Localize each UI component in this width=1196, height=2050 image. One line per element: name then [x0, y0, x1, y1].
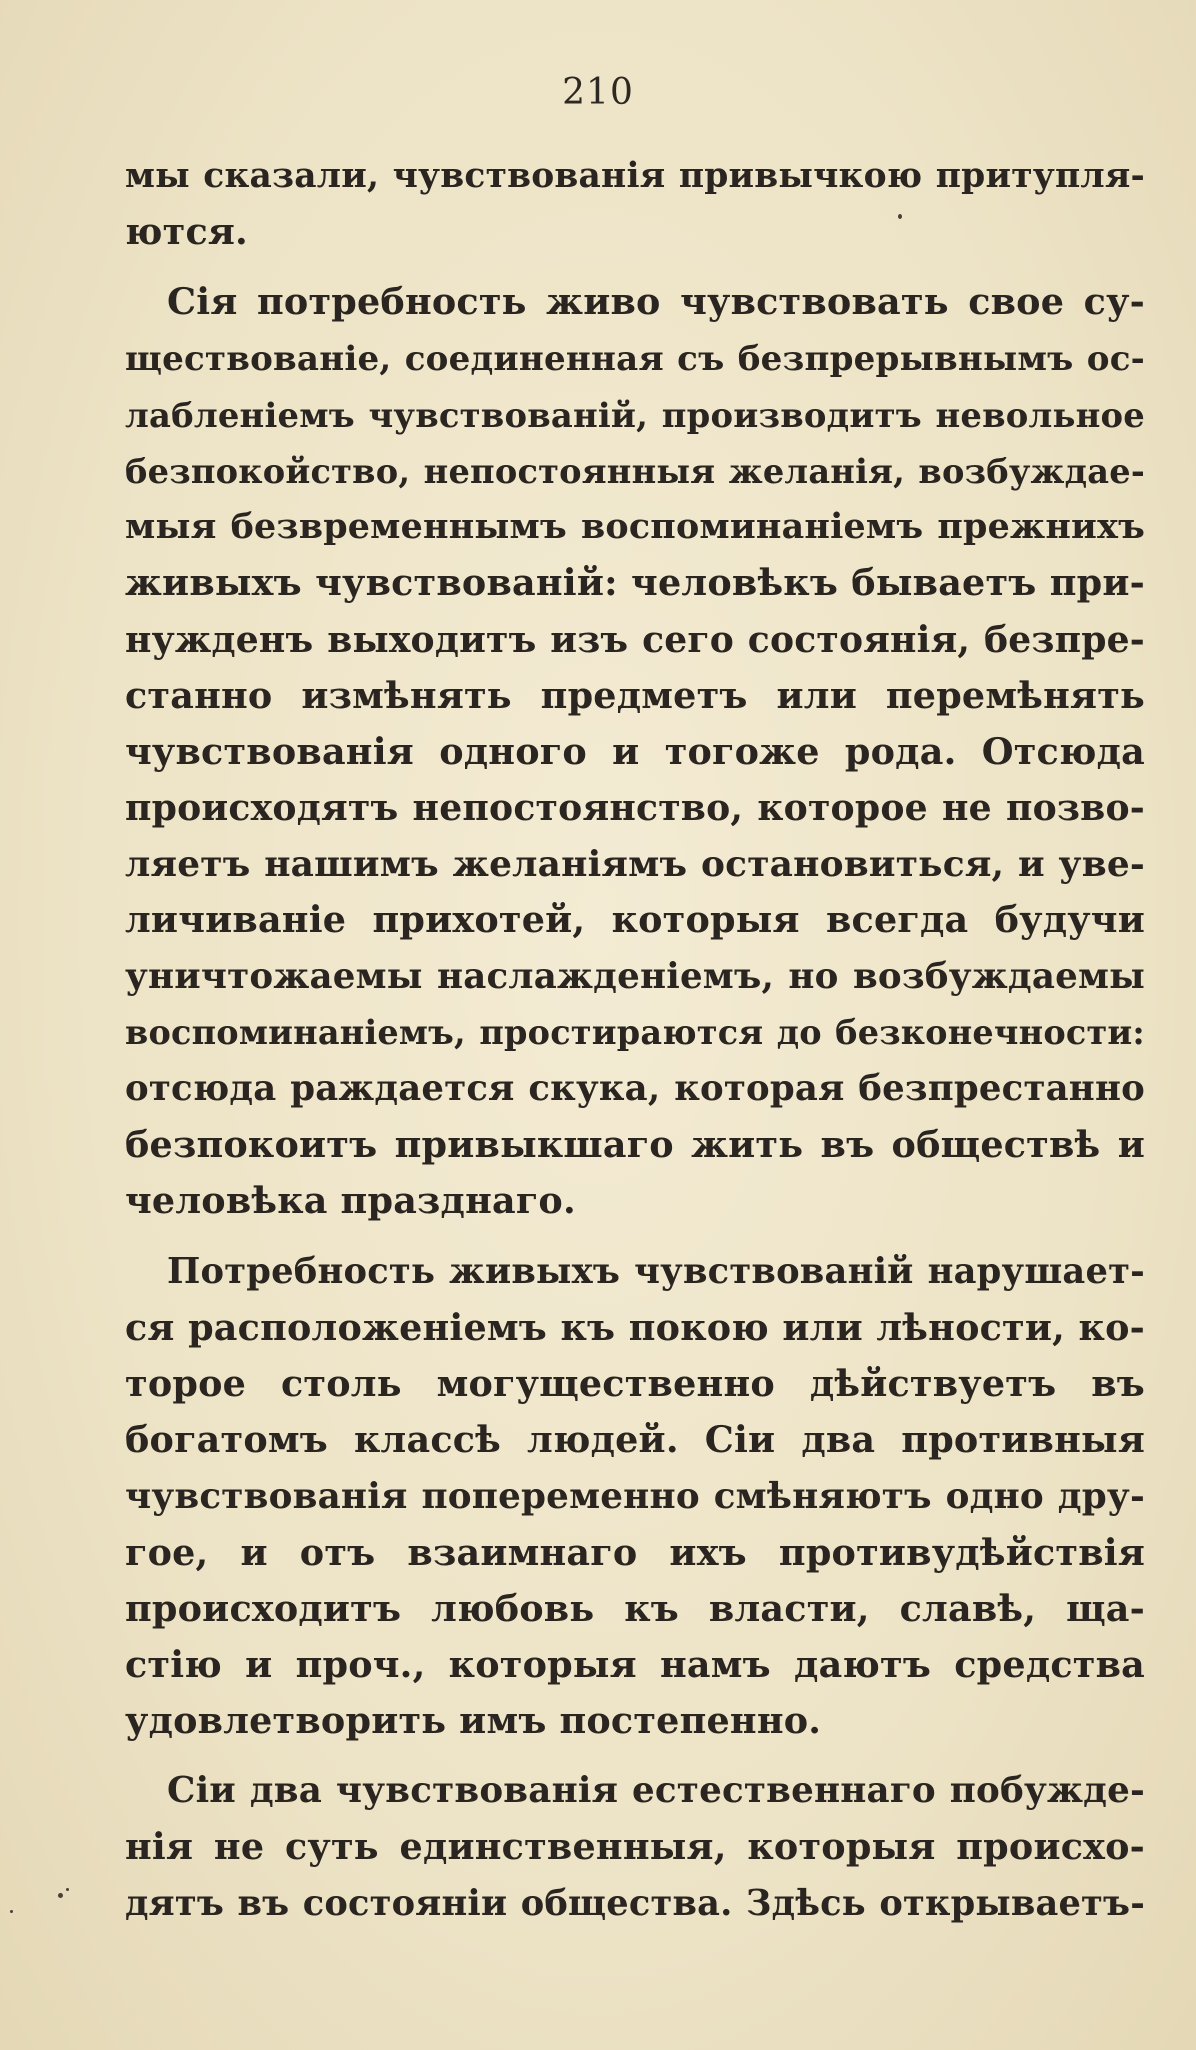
paper-speck [58, 1893, 63, 1898]
text-line: Сіи два чувствованія естественнаго побужде- [167, 1770, 1145, 1812]
text-line: ются. [125, 210, 248, 254]
text-line: личиваніе прихотей, которыя всегда будучи [125, 898, 1145, 942]
paragraph [125, 1244, 1145, 1750]
text-line: чувствованія попеременно смѣняютъ одно дру- [125, 1475, 1145, 1518]
text-line: мыя безвременнымъ воспоминаніемъ прежнихъ [125, 506, 1145, 548]
text-line: лабленіемъ чувствованій, производитъ невольное [125, 394, 1145, 435]
paragraph [125, 274, 1145, 1229]
paper-speck [66, 1888, 69, 1891]
text-line: дятъ въ состояніи общества. Здѣсь открываетъ- [125, 1882, 1145, 1924]
text-line: богатомъ классѣ людей. Сіи два противныя [125, 1418, 1145, 1462]
text-line: безпокойство, непостоянныя желанія, возбуждае- [125, 450, 1145, 491]
text-line: человѣка празднаго. [125, 1179, 576, 1223]
text-line: живыхъ чувствованій: человѣкъ бываетъ при- [125, 561, 1145, 605]
text-line: происходятъ непостоянство, которое не позво- [125, 786, 1145, 830]
text-line: ществованіе, соединенная съ безпрерывнымъ ос- [125, 338, 1145, 379]
text-line: гое, и отъ взаимнаго ихъ противудѣйствія [125, 1530, 1145, 1574]
paragraph [125, 148, 1145, 260]
page-text [125, 148, 1145, 1932]
text-line: нужденъ выходитъ изъ сего состоянія, безпре- [125, 617, 1145, 661]
paper-speck [898, 214, 902, 219]
text-line: воспоминаніемъ, простираются до безконечности: [125, 1012, 1145, 1052]
page-number: 210 [562, 72, 634, 113]
text-line: Потребность живыхъ чувствованій нарушает- [167, 1250, 1145, 1292]
text-line: нія не суть единственныя, которыя происхо- [125, 1825, 1145, 1869]
text-line: стію и проч., которыя намъ даютъ средства [125, 1642, 1145, 1686]
text-line: уничтожаемы наслажденіемъ, но возбуждаемы [125, 955, 1145, 997]
text-line: мы сказали, чувствованія привычкою притупля- [125, 156, 1145, 196]
paragraph [125, 1763, 1145, 1932]
text-line: ляетъ нашимъ желаніямъ остановиться, и уве- [125, 843, 1145, 886]
text-line: чувствованія одного и тогоже рода. Отсюда [125, 729, 1145, 773]
text-line: безпокоитъ привыкшаго жить въ обществѣ и [125, 1123, 1145, 1167]
text-line: отсюда раждается скука, которая безпрестанно [125, 1068, 1145, 1109]
text-line: удовлетворить имъ постепенно. [125, 1699, 822, 1743]
paper-speck [10, 1910, 13, 1913]
text-line: происходитъ любовь къ власти, славѣ, ща- [125, 1586, 1145, 1630]
text-line: станно измѣнять предметъ или перемѣнять [125, 673, 1145, 717]
text-line: торое столь могущественно дѣйствуетъ въ [125, 1361, 1145, 1405]
text-line: ся расположеніемъ къ покою или лѣности, ко- [125, 1305, 1145, 1349]
text-line: Сія потребность живо чувствовать свое су- [167, 280, 1145, 324]
